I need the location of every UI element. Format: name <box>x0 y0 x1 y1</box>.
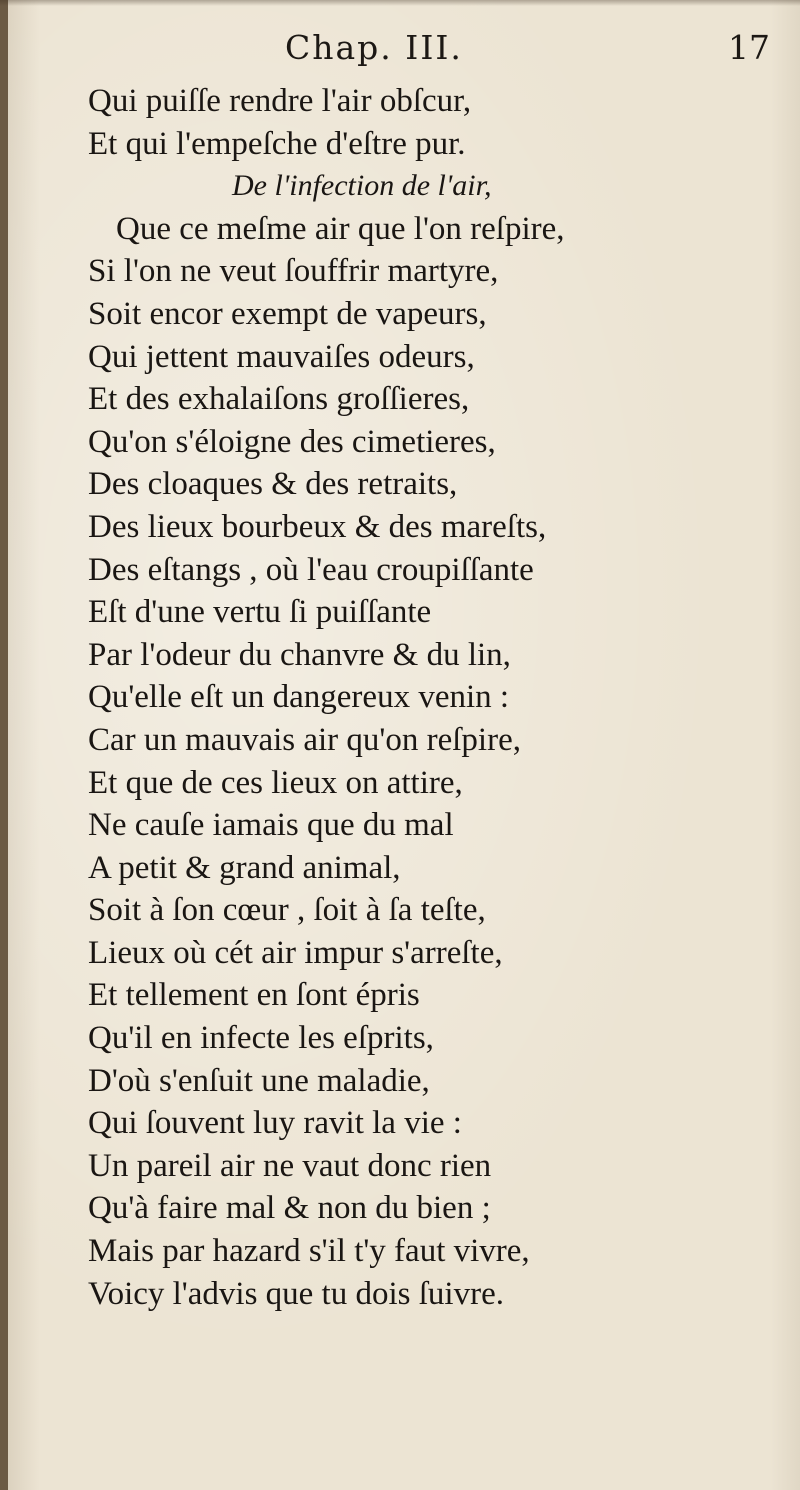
verse-line-8: Qu'on s'éloigne des cimetieres, <box>88 423 496 460</box>
running-head: Chap. III. <box>285 28 463 67</box>
page-top-shadow <box>0 0 800 6</box>
verse-line-24: Qui ſouvent luy ravit la vie : <box>88 1105 462 1142</box>
verse-line-11: Des eſtangs , où l'eau croupiſſante <box>88 551 534 588</box>
verse-line-15: Car un mauvais air qu'on reſpire, <box>88 721 521 758</box>
verse-line-20: Lieux où cét air impur s'arreſte, <box>88 934 503 971</box>
verse-line-26: Qu'à faire mal & non du bien ; <box>88 1190 491 1227</box>
verse-line-25: Un pareil air ne vaut donc rien <box>88 1147 492 1184</box>
verse-line-21: Et tellement en ſont épris <box>88 977 420 1014</box>
verse-line-4: Si l'on ne veut ſouffrir martyre, <box>88 253 499 290</box>
verse-line-3: Que ce meſme air que l'on reſpire, <box>116 210 565 247</box>
page-number: 17 <box>728 28 770 67</box>
verse-line-12: Eſt d'une vertu ſi puiſſante <box>88 594 432 631</box>
verse-line-19: Soit à ſon cœur , ſoit à ſa teſte, <box>88 892 486 929</box>
verse-line-6: Qui jettent mauvaiſes odeurs, <box>88 338 475 375</box>
verse-line-14: Qu'elle eſt un dangereux venin : <box>88 679 510 716</box>
verse-line-16: Et que de ces lieux on attire, <box>88 764 463 801</box>
verse-line-23: D'où s'enſuit une maladie, <box>88 1062 430 1099</box>
verse-line-2: Et qui l'empeſche d'eſtre pur. <box>88 125 466 162</box>
verse-line-27: Mais par hazard s'il t'y faut vivre, <box>88 1233 530 1270</box>
verse-line-1: Qui puiſſe rendre l'air obſcur, <box>88 83 472 119</box>
verse-line-17: Ne cauſe iamais que du mal <box>88 807 454 844</box>
verse-line-28: Voicy l'advis que tu dois ſuivre. <box>88 1275 504 1312</box>
verse-line-18: A petit & grand animal, <box>88 849 401 886</box>
verse-line-22: Qu'il en infecte les eſprits, <box>88 1020 434 1057</box>
page-header <box>0 28 800 78</box>
verse-body <box>0 80 800 1315</box>
verse-line-5: Soit encor exempt de vapeurs, <box>88 295 487 332</box>
verse-line-7: Et des exhalaiſons groſſieres, <box>88 381 470 418</box>
verse-line-9: Des cloaques & des retraits, <box>88 466 458 503</box>
verse-line-13: Par l'odeur du chanvre & du lin, <box>88 636 511 673</box>
section-heading: De l'infection de l'air, <box>232 169 492 203</box>
verse-line-10: Des lieux bourbeux & des mareſts, <box>88 508 547 545</box>
